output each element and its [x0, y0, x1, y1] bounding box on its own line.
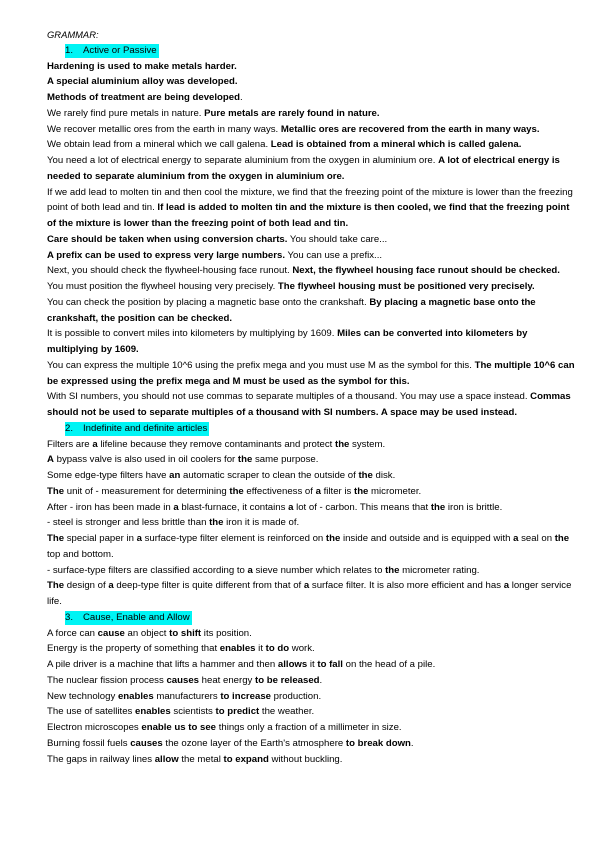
paragraph	[47, 704, 577, 720]
text-run: scientists	[170, 706, 216, 718]
text-run: micrometer.	[368, 485, 422, 497]
text-run: The nuclear fission process	[47, 674, 167, 686]
text-run: iron is brittle.	[445, 501, 503, 513]
text-run: bypass valve is also used in oil coolers for	[53, 454, 238, 466]
text-run: on the head of a pile.	[342, 659, 436, 670]
text-run: The use of satellites	[47, 706, 135, 718]
bold-text: Care should be taken when using conversion charts.	[47, 233, 288, 245]
text-run: The gaps in railway lines	[47, 753, 155, 765]
bold-text: the	[354, 485, 369, 497]
text-run: top and bottom.	[47, 548, 114, 560]
bold-text: a	[503, 580, 510, 592]
bold-text: cause	[97, 627, 125, 639]
text-run: We rarely find pure metals in nature.	[47, 107, 205, 119]
bold-text: the	[430, 501, 446, 513]
text-run: You must position the flywheel housing very precisely.	[47, 281, 278, 292]
text-run: its position.	[201, 627, 252, 639]
bold-text: to predict	[215, 706, 260, 718]
text-run: inside and outside and is equipped with	[340, 533, 514, 544]
text-run: Next, you should check the flywheel-housing face runout.	[47, 265, 293, 277]
paragraph	[47, 106, 577, 122]
paragraph	[47, 641, 577, 657]
text-run: Electron microscopes	[47, 722, 142, 733]
text-run: You can express the multiple 10^6 using the prefix mega and you must use M as the symbol for this.	[47, 359, 475, 371]
text-run: longer service life.	[47, 580, 572, 607]
text-run: system.	[349, 438, 386, 450]
bold-text: Miles can be converted into kilometers by multiplying by 1609.	[47, 328, 528, 355]
section-number: 1.	[65, 44, 74, 56]
paragraph	[47, 59, 577, 75]
section-heading-text: Cause, Enable and Allow	[83, 611, 190, 623]
paragraph	[47, 578, 577, 610]
text-run: micrometer rating.	[399, 564, 480, 576]
paragraph	[47, 563, 577, 579]
text-run: .	[319, 674, 323, 686]
bold-text: allows	[277, 659, 308, 670]
text-run: It is possible to convert miles into kilometers by multiplying by 1609.	[47, 328, 338, 340]
bold-text: A special aluminium alloy was developed.	[47, 76, 238, 88]
text-run: Burning fossil fuels	[47, 737, 131, 749]
text-run: automatic scraper to clean the outside of	[180, 470, 359, 481]
text-run: If we add lead to molten tin and then cool the mixture, we find that the freezing point of the mixture is lower than the freezing point of both lead and tin.	[47, 186, 573, 214]
text-run: it	[255, 643, 266, 655]
bold-text: to be released	[255, 674, 320, 686]
text-run: it	[307, 659, 318, 670]
bold-text: causes	[166, 674, 199, 686]
paragraph	[47, 248, 577, 264]
text-run: an object	[124, 627, 170, 639]
bold-text: the	[554, 533, 570, 544]
text-run: Filters are	[47, 438, 93, 450]
paragraph	[47, 484, 577, 500]
bold-text: By placing a magnetic base onto the crankshaft, the position can be checked.	[47, 296, 536, 324]
bold-text: enables	[117, 690, 154, 702]
bold-text: A	[47, 454, 54, 466]
text-run: You should take care...	[287, 233, 388, 245]
paragraph	[47, 185, 577, 232]
paragraph	[47, 452, 577, 468]
bold-text: A prefix can be used to express very large numbers.	[47, 249, 285, 261]
bold-text: Methods of treatment are being developed	[47, 92, 240, 103]
paragraph	[47, 232, 577, 248]
paragraph	[47, 689, 577, 705]
bold-text: Lead is obtained from a mineral which is called galena.	[270, 139, 522, 151]
section-number: 2.	[65, 422, 74, 434]
text-run: You can use a prefix...	[284, 249, 383, 261]
paragraph	[47, 389, 577, 421]
section-heading	[65, 421, 577, 437]
bold-text: The multiple 10^6 can be expressed using the prefix mega and M must be used as the symbol for this.	[47, 359, 575, 387]
bold-text: Hardening is used to make metals harder.	[47, 60, 237, 72]
text-run: surface filter. It is also more efficient and has	[309, 580, 504, 592]
text-run: seal on	[518, 533, 555, 544]
text-run: without buckling.	[268, 753, 343, 765]
paragraph	[47, 468, 577, 484]
bold-text: the	[325, 533, 341, 544]
document-title: GRAMMAR:	[47, 29, 99, 40]
text-run: After - iron has been made in	[47, 501, 174, 513]
text-run: lot of - carbon. This means that	[293, 501, 431, 513]
paragraph	[47, 500, 577, 516]
bold-text: Next, the flywheel housing face runout should be checked.	[292, 265, 560, 277]
text-run: Some edge-type filters have	[47, 470, 170, 481]
bold-text: a	[513, 533, 519, 544]
bold-text: The	[47, 533, 65, 544]
bold-text: a	[288, 501, 294, 513]
text-run: .	[239, 92, 243, 103]
paragraph	[47, 626, 577, 642]
bold-text: A lot of electrical energy is needed to separate aluminium from the oxygen in aluminium ore.	[47, 155, 560, 182]
bold-text: a	[315, 485, 321, 497]
text-run: special paper in	[64, 533, 137, 544]
text-run: deep-type filter is quite different from that of	[113, 580, 304, 592]
bold-text: the	[209, 517, 224, 529]
paragraph	[47, 326, 577, 358]
paragraph	[47, 90, 577, 106]
section-heading	[65, 610, 577, 626]
paragraph	[47, 122, 577, 138]
section-heading-highlight	[65, 611, 192, 625]
bold-text: Pure metals are rarely found in nature.	[204, 107, 380, 119]
paragraph	[47, 673, 577, 689]
bold-text: causes	[130, 737, 163, 749]
bold-text: If lead is added to molten tin and the mixture is then cooled, we find that the freezing point of the mixture is lower than the freezing point of both lead and tin.	[47, 202, 570, 229]
section-heading-text: Active or Passive	[83, 44, 157, 56]
paragraph	[47, 279, 577, 295]
paragraph	[47, 137, 577, 153]
bold-text: Commas should not be used to separate multiples of a thousand with SI numbers. A space may be used instead.	[47, 391, 571, 418]
text-run: sieve number which relates to	[252, 564, 386, 576]
bold-text: the	[385, 564, 400, 576]
text-run: Energy is the property of something that	[47, 643, 220, 655]
paragraph	[47, 736, 577, 752]
bold-text: allow	[154, 753, 179, 765]
bold-text: The	[47, 485, 65, 497]
text-run: blast-furnace, it contains	[178, 501, 289, 513]
paragraph	[47, 752, 577, 768]
text-run: same purpose.	[252, 454, 319, 466]
paragraph	[47, 263, 577, 279]
bold-text: a	[303, 580, 310, 592]
text-run: We recover metallic ores from the earth in many ways.	[47, 123, 281, 135]
text-run: the weather.	[259, 706, 315, 718]
text-run: With SI numbers, you should not use commas to separate multiples of a thousand. You may use a space instead.	[47, 391, 531, 403]
text-run: surface-type filter element is reinforced on	[141, 533, 326, 544]
text-run: lifeline because they remove contaminants and protect	[97, 438, 335, 450]
bold-text: to expand	[223, 753, 269, 765]
paragraph	[47, 657, 577, 673]
bold-text: a	[173, 501, 179, 513]
bold-text: the	[237, 454, 253, 466]
bold-text: a	[136, 533, 142, 544]
text-run: filter is	[320, 485, 354, 497]
paragraph	[47, 531, 577, 563]
text-run: We obtain lead from a mineral which we call galena.	[47, 139, 271, 151]
bold-text: to do	[265, 643, 290, 655]
section-heading-text: Indefinite and definite articles	[83, 422, 208, 434]
section-number: 3.	[65, 611, 74, 623]
paragraph	[47, 295, 577, 327]
bold-text: to shift	[169, 627, 202, 639]
text-run: the ozone layer of the Earth's atmosphere	[162, 737, 346, 749]
text-run: A pile driver is a machine that lifts a hammer and then	[47, 659, 278, 670]
section-heading-highlight	[65, 422, 209, 436]
text-run: iron it is made of.	[223, 517, 300, 529]
paragraph	[47, 358, 577, 390]
bold-text: to increase	[220, 690, 271, 702]
text-run: - surface-type filters are classified according to	[47, 564, 248, 576]
document-body	[47, 27, 577, 767]
bold-text: a	[247, 564, 253, 576]
bold-text: enables	[135, 706, 171, 718]
text-run: effectiveness of	[243, 485, 316, 497]
bold-text: The flywheel housing must be positioned very precisely.	[277, 281, 535, 292]
bold-text: an	[169, 470, 181, 481]
bold-text: enable us to see	[141, 722, 217, 733]
text-run: production.	[271, 690, 322, 702]
text-run: New technology	[47, 690, 118, 702]
bold-text: a	[92, 438, 98, 450]
section-heading-highlight	[65, 44, 159, 58]
text-run: design of	[64, 580, 109, 592]
text-run: disk.	[372, 470, 396, 481]
text-run: the metal	[178, 753, 224, 765]
text-run: unit of - measurement for determining	[64, 485, 230, 497]
bold-text: the	[358, 470, 373, 481]
paragraph	[47, 437, 577, 453]
bold-text: Metallic ores are recovered from the earth in many ways.	[280, 123, 540, 135]
bold-text: a	[108, 580, 114, 592]
bold-text: enables	[219, 643, 256, 655]
bold-text: the	[229, 485, 244, 497]
bold-text: to break down	[345, 737, 411, 749]
text-run: .	[410, 737, 414, 749]
bold-text: the	[335, 438, 350, 450]
text-run: A force can	[47, 627, 98, 639]
text-run: You can check the position by placing a magnetic base onto the crankshaft.	[47, 296, 370, 308]
text-run: - steel is stronger and less brittle than	[47, 517, 210, 529]
text-run: heat energy	[199, 674, 256, 686]
section-heading	[65, 43, 577, 59]
text-run: You need a lot of electrical energy to separate aluminium from the oxygen in aluminium ore.	[47, 155, 439, 166]
paragraph	[47, 720, 577, 736]
paragraph	[47, 515, 577, 531]
paragraph	[47, 153, 577, 185]
text-run: work.	[289, 643, 315, 655]
text-run: things only a fraction of a millimeter in size.	[216, 722, 402, 733]
text-run: manufacturers	[153, 690, 221, 702]
bold-text: to fall	[317, 659, 343, 670]
bold-text: The	[47, 580, 65, 592]
paragraph	[47, 74, 577, 90]
